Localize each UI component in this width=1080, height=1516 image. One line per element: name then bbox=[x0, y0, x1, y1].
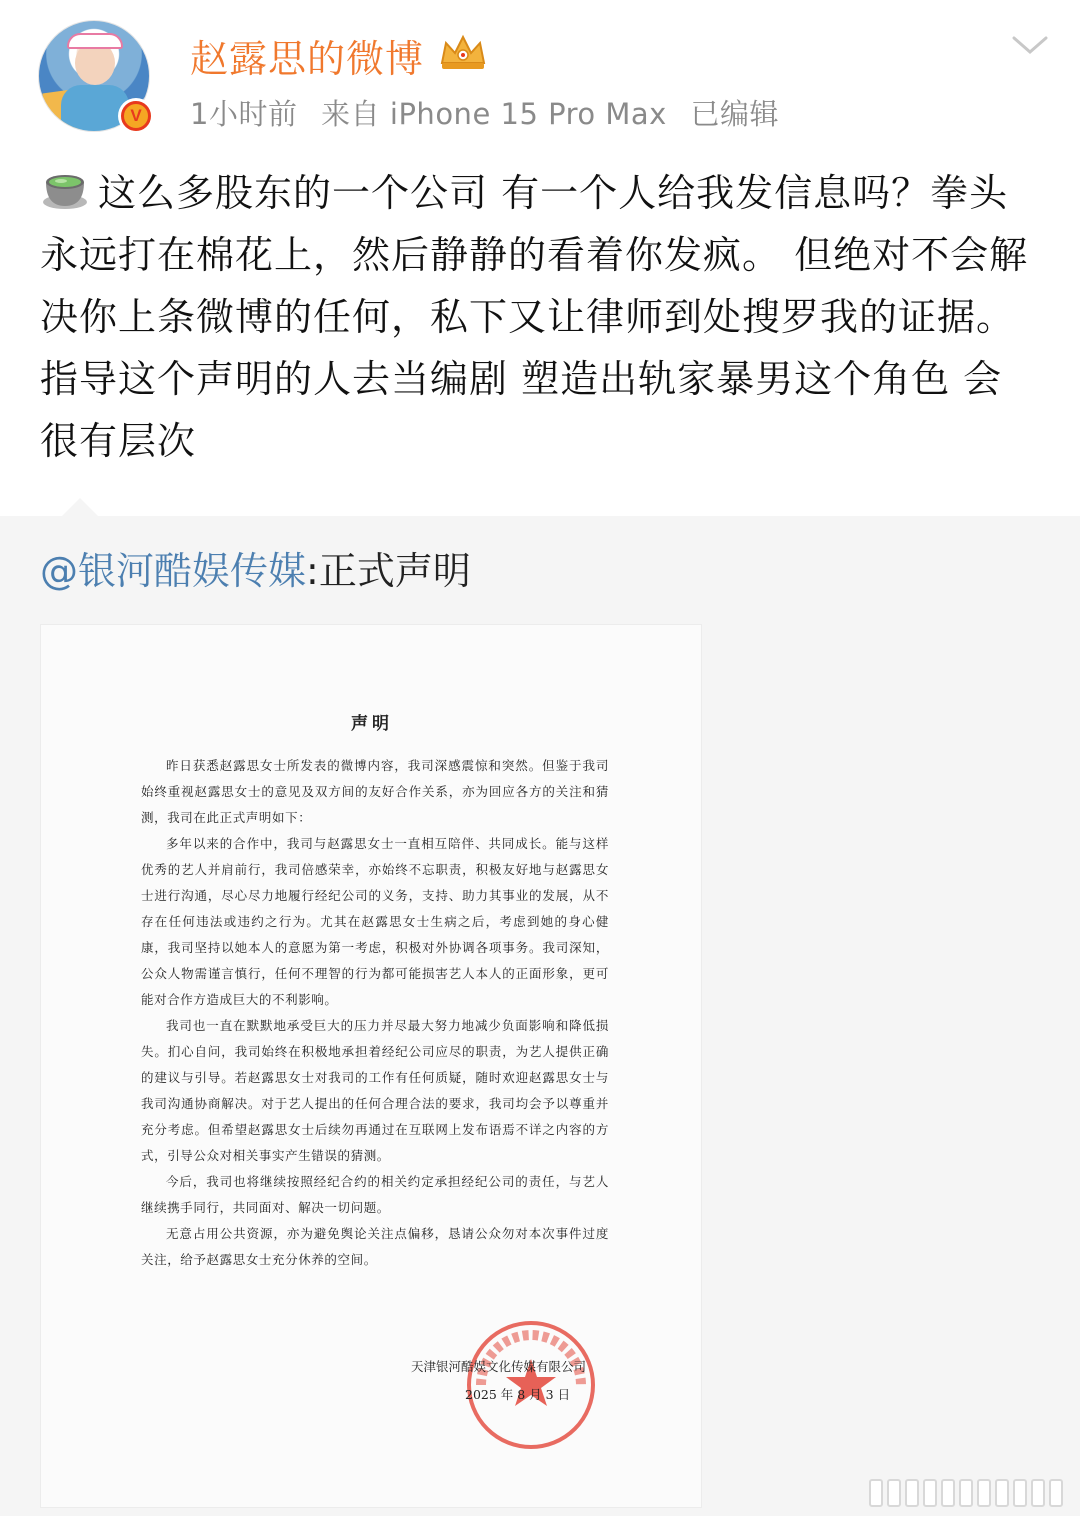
doc-date: 2025 年 8 月 3 日 bbox=[465, 1387, 571, 1402]
username[interactable]: 赵露思的微博 bbox=[190, 37, 425, 81]
doc-company: 天津银河酷娱文化传媒有限公司 bbox=[411, 1359, 587, 1374]
statement-image[interactable] bbox=[40, 624, 702, 1508]
doc-paragraph: 多年以来的合作中，我司与赵露思女士一直相互陪伴、共同成长。能与这样优秀的艺人并肩前行，我司倍感荣幸，亦始终不忘职责，积极友好地与赵露思女士进行沟通，尽心尽力地履行经纪公司的义务，支持、助力其事业的发展，从不存在任何违法或违约之行为。尤其在赵露思女士生病之后，考虑到她的身心健康，我司坚持以她本人的意愿为第一考虑，积极对外协调各项事务。我司深知，公众人物需谨言慎行，任何不理智的行为都可能损害艺人本人的正面形象，更可能对合作方造成巨大的不利影响。 bbox=[141, 836, 609, 1007]
post-source: 来自 iPhone 15 Pro Max bbox=[321, 97, 667, 131]
edited-label[interactable]: 已编辑 bbox=[690, 97, 780, 131]
post-time: 1小时前 bbox=[190, 97, 298, 131]
verified-badge-icon: V bbox=[118, 98, 154, 134]
repost-arrow bbox=[62, 498, 98, 516]
doc-body bbox=[141, 753, 609, 1273]
repost-title bbox=[40, 540, 471, 595]
doc-paragraph: 我司也一直在默默地承受巨大的压力并尽最大努力地减少负面影响和降低损失。扪心自问，我司始终在积极地承担着经纪公司应尽的职责，为艺人提供正确的建议与引导。若赵露思女士对我司的工作有任何质疑，随时欢迎赵露思女士与我司沟通协商解决。对于艺人提出的任何合理合法的要求，我司均会予以尊重并充分考虑。但希望赵露思女士后续勿再通过在互联网上发布语焉不详之内容的方式，引导公众对相关事实产生错误的猜测。 bbox=[141, 1018, 609, 1163]
post-text: 这么多股东的一个公司 有一个人给我发信息吗？拳头永远打在棉花上，然后静静的看着你发疯。 但绝对不会解决你上条微博的任何，私下又让律师到处搜罗我的证据。指导这个声明的人去当编剧 塑造出轨家暴男这个角色 会很有层次 bbox=[40, 171, 1029, 463]
repost-title-text: :正式声明 bbox=[306, 549, 471, 593]
doc-paragraph: 无意占用公共资源，亦为避免舆论关注点偏移，恳请公众勿对本次事件过度关注，给予赵露思女士充分休养的空间。 bbox=[141, 1226, 609, 1267]
post-body bbox=[40, 162, 1040, 472]
more-icon[interactable] bbox=[868, 1474, 1068, 1510]
chevron-down-icon[interactable] bbox=[1010, 30, 1050, 60]
doc-paragraph: 昨日获悉赵露思女士所发表的微博内容，我司深感震惊和突然。但鉴于我司始终重视赵露思女士的意见及双方间的友好合作关系，亦为回应各方的关注和猜测，我司在此正式声明如下： bbox=[141, 758, 609, 825]
post-header bbox=[0, 0, 1080, 150]
mention-link[interactable]: @银河酷娱传媒 bbox=[40, 549, 307, 593]
tea-emoji-icon bbox=[40, 168, 90, 212]
avatar-hat-shape bbox=[67, 33, 123, 49]
crown-badge-icon bbox=[436, 33, 490, 71]
doc-paragraph: 今后，我司也将继续按照经纪合约的相关约定承担经纪公司的责任，与艺人继续携手同行，共同面对、解决一切问题。 bbox=[141, 1174, 609, 1215]
doc-title: 声明 bbox=[351, 714, 393, 734]
post-meta bbox=[190, 92, 793, 133]
